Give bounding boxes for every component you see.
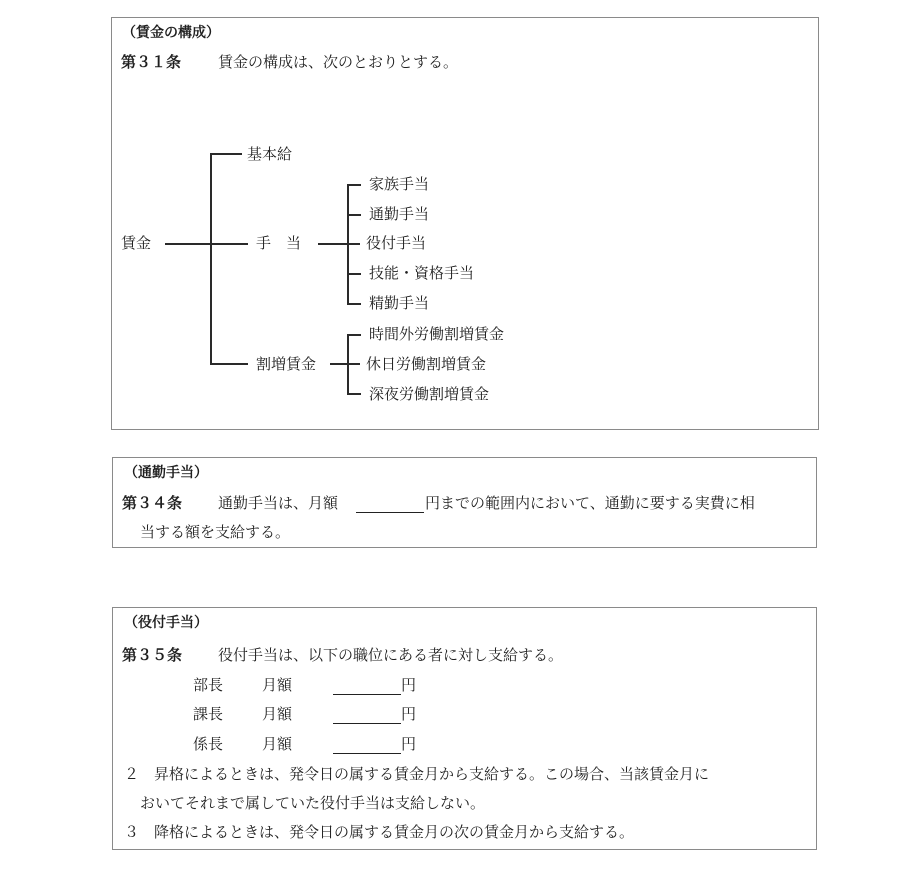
allowance-item: 精勤手当 [369, 294, 430, 312]
article-34-number: 第３４条 [122, 494, 183, 512]
allowance-item: 技能・資格手当 [369, 264, 475, 282]
section-35-box [112, 607, 817, 850]
tree-line-root [165, 243, 211, 245]
position-unit: 円 [401, 705, 417, 723]
amount-blank [333, 708, 401, 724]
tree-root-wage: 賃金 [121, 234, 152, 252]
allowance-item: 通勤手当 [369, 205, 430, 223]
premium-connector [330, 363, 360, 365]
tree-line-allowances [210, 243, 248, 245]
tree-line-trunk [210, 153, 212, 364]
article-34-body-pre: 通勤手当は、月額 [218, 494, 339, 512]
section-35-heading: （役付手当） [124, 615, 208, 631]
allowance-item: 役付手当 [366, 234, 427, 252]
article-35-para3: ３ 降格によるときは、発令日の属する賃金月の次の賃金月から支給する。 [124, 823, 635, 841]
tree-allowances: 手 当 [256, 234, 302, 252]
amount-blank [333, 679, 401, 695]
allowance-tick [347, 184, 361, 186]
article-34-body-line2: 当する額を支給する。 [140, 523, 291, 541]
position-title: 課長 [193, 705, 224, 723]
tree-line-base [210, 153, 242, 155]
position-unit: 円 [401, 735, 417, 753]
position-amount-label: 月額 [262, 735, 293, 753]
allowance-connector [318, 243, 360, 245]
position-title: 部長 [193, 676, 224, 694]
article-35-number: 第３５条 [122, 646, 183, 664]
amount-blank [356, 497, 424, 513]
premium-item: 深夜労働割増賃金 [369, 385, 490, 403]
tree-line-premium [210, 363, 248, 365]
allowance-tick [347, 214, 361, 216]
article-35-para2-line2: おいてそれまで属していた役付手当は支給しない。 [140, 794, 486, 812]
tree-premium-wage: 割増賃金 [256, 355, 317, 373]
premium-item: 時間外労働割増賃金 [369, 325, 505, 343]
premium-bracket [347, 334, 349, 394]
section-34-heading: （通勤手当） [124, 465, 208, 481]
allowance-bracket [347, 184, 349, 304]
section-31-heading: （賃金の構成） [122, 25, 220, 41]
amount-blank [333, 738, 401, 754]
allowance-item: 家族手当 [369, 175, 430, 193]
article-31-number: 第３１条 [121, 53, 182, 71]
allowance-tick [347, 273, 361, 275]
tree-base-salary: 基本給 [247, 145, 293, 163]
premium-tick [347, 334, 361, 336]
allowance-tick [347, 303, 361, 305]
article-31-body: 賃金の構成は、次のとおりとする。 [218, 53, 459, 71]
position-amount-label: 月額 [262, 676, 293, 694]
premium-item: 休日労働割増賃金 [366, 355, 487, 373]
position-unit: 円 [401, 676, 417, 694]
premium-tick [347, 393, 361, 395]
article-34-body-post: 円までの範囲内において、通勤に要する実費に相 [425, 494, 755, 512]
position-title: 係長 [193, 735, 224, 753]
article-35-body: 役付手当は、以下の職位にある者に対し支給する。 [218, 646, 564, 664]
position-amount-label: 月額 [262, 705, 293, 723]
article-35-para2-line1: ２ 昇格によるときは、発令日の属する賃金月から支給する。この場合、当該賃金月に [124, 765, 710, 783]
